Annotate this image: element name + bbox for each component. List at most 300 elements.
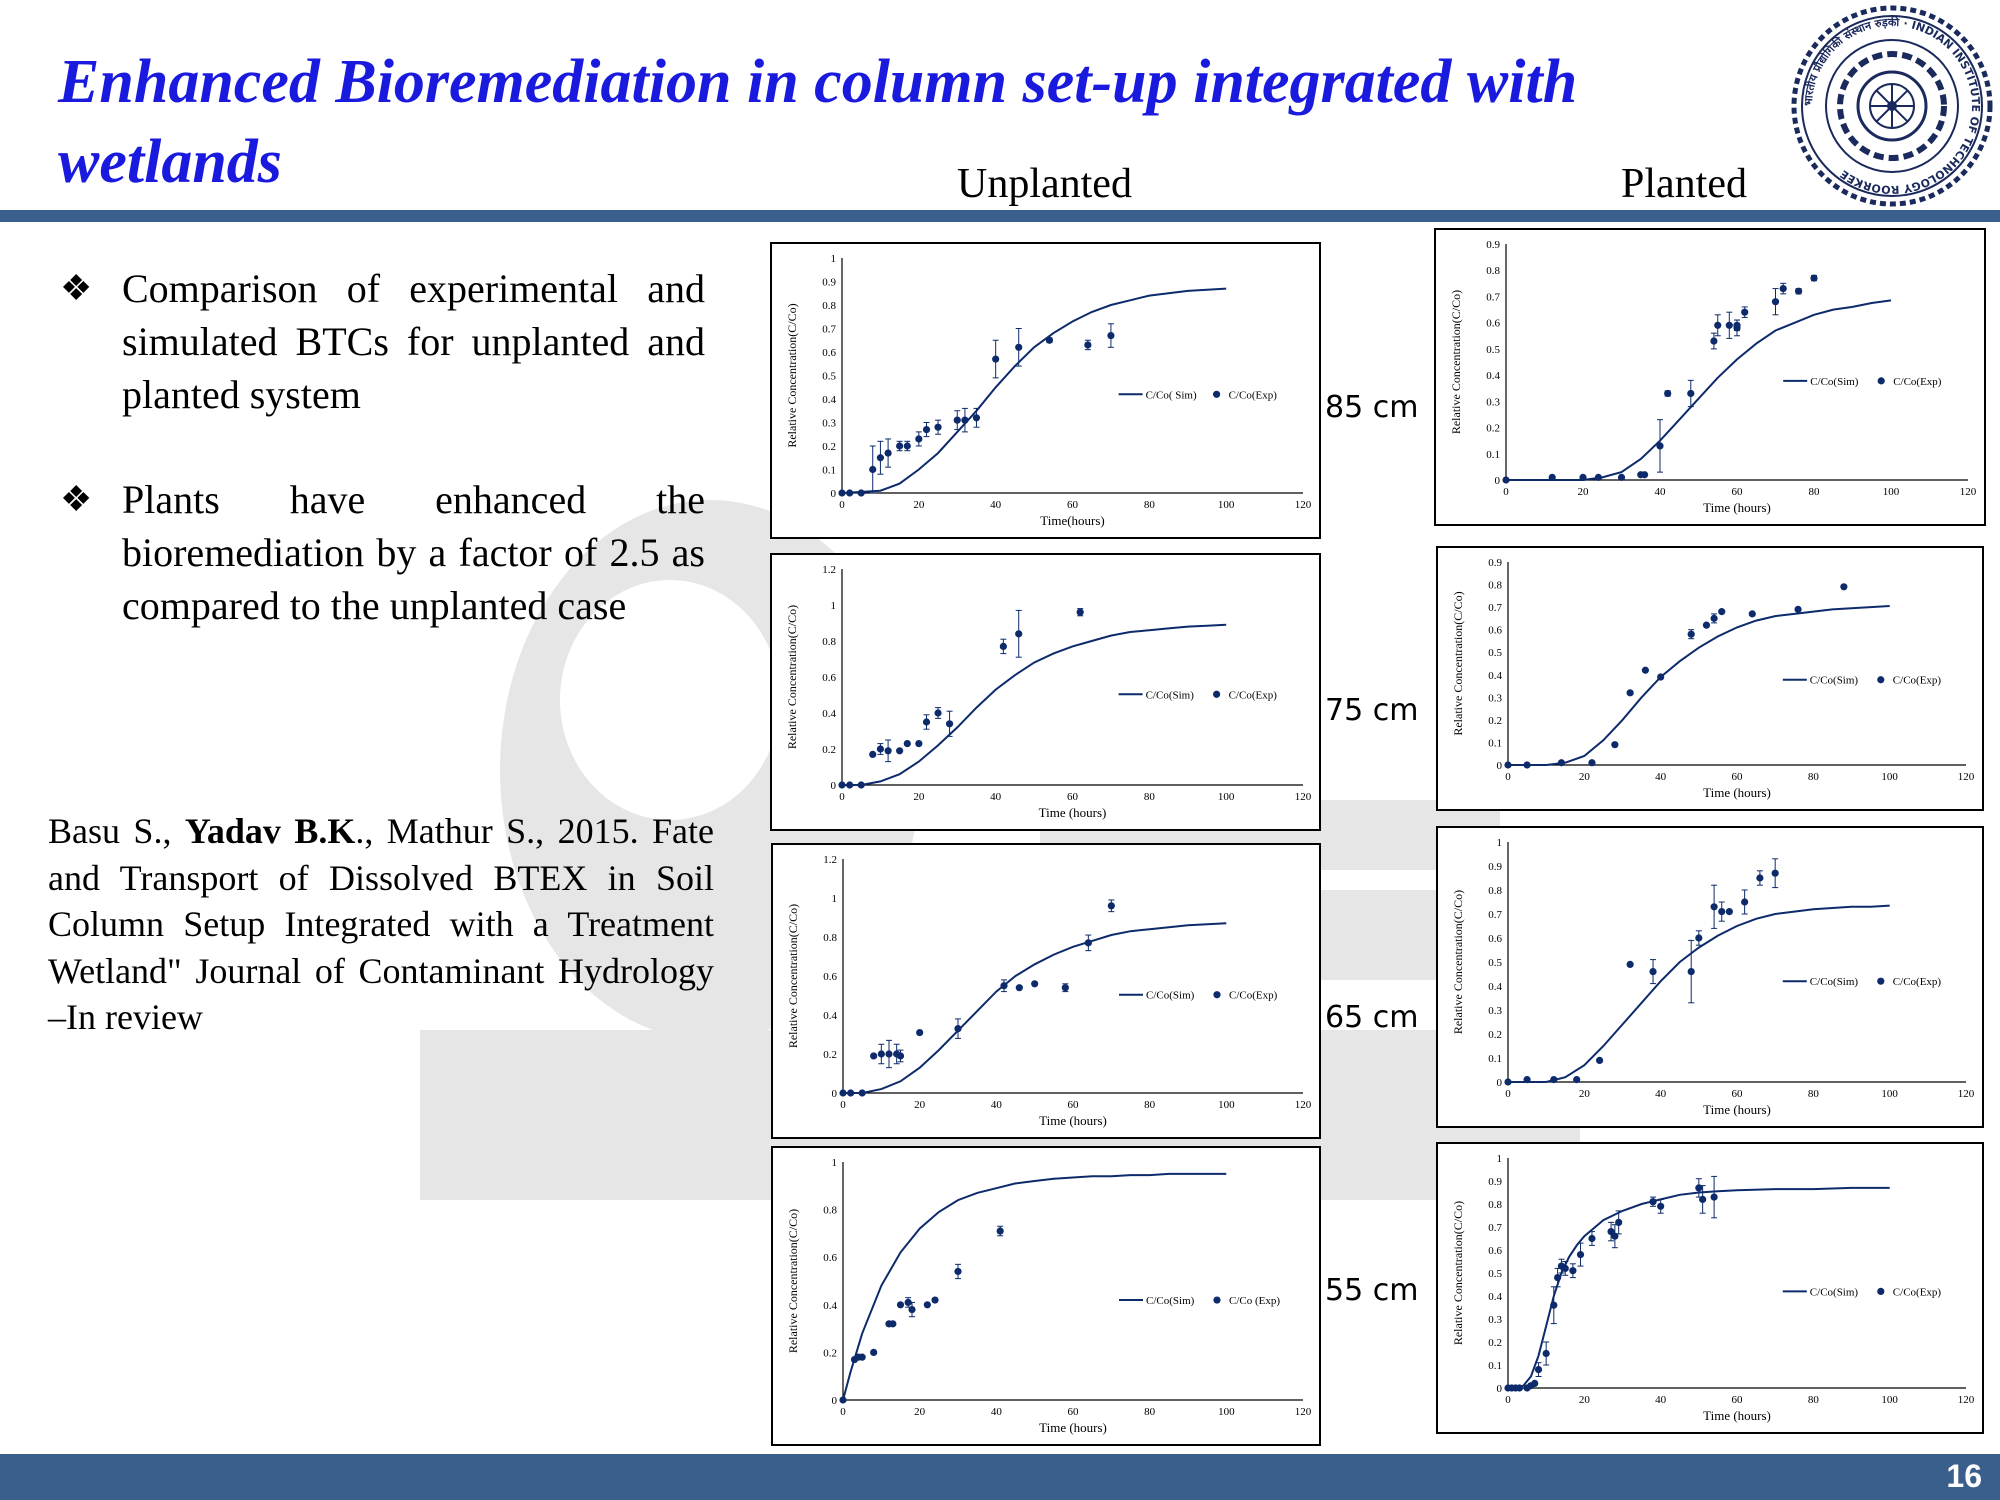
chart-unplanted-85 <box>772 244 1319 537</box>
x-tick-label: 20 <box>1578 771 1590 783</box>
exp-point <box>870 1052 877 1059</box>
exp-point <box>1000 643 1007 650</box>
exp-point <box>1733 324 1740 331</box>
x-tick-label: 80 <box>1807 771 1819 783</box>
legend-label-sim: C/Co(Sim) <box>1809 674 1859 687</box>
chart-unplanted-55 <box>773 1148 1319 1444</box>
x-tick-label: 20 <box>1578 1088 1590 1100</box>
chart-unplanted-75 <box>772 555 1319 829</box>
y-tick-label: 0 <box>1494 475 1500 487</box>
x-tick-label: 100 <box>1881 1088 1898 1100</box>
reference-citation <box>48 808 714 1041</box>
exp-point <box>1687 390 1694 397</box>
x-tick-label: 0 <box>1505 771 1511 783</box>
exp-point <box>896 747 903 754</box>
y-tick-label: 0.5 <box>1488 1268 1502 1280</box>
exp-point <box>1562 1265 1569 1272</box>
reference-details: ., Mathur S., 2015. Fate and Transport of Dissolved BTEX in Soil Column Setup Integrated with a Treatment Wetland" Journal of Contaminant Hydrology –In review <box>48 811 715 1037</box>
y-axis-label: Relative Concentration(C/Co) <box>786 903 800 1049</box>
chart-unplanted-65 <box>773 845 1319 1137</box>
y-tick-label: 1 <box>830 600 836 612</box>
x-tick-label: 40 <box>1655 1394 1667 1406</box>
x-axis-label: Time (hours) <box>1703 785 1771 800</box>
exp-point <box>916 1029 923 1036</box>
exp-point <box>877 745 884 752</box>
legend-label-exp: C/Co (Exp) <box>1229 1295 1281 1308</box>
exp-point <box>870 1349 877 1356</box>
x-tick-label: 0 <box>1503 486 1509 498</box>
y-tick-label: 0.2 <box>822 744 836 756</box>
x-tick-label: 120 <box>1957 771 1975 783</box>
legend-label-exp: C/Co(Exp) <box>1892 674 1942 687</box>
y-tick-label: 0.3 <box>1488 1314 1502 1326</box>
exp-point <box>934 709 941 716</box>
y-tick-label: 0.1 <box>822 464 836 477</box>
exp-point <box>1711 903 1718 910</box>
legend-label-sim: C/Co(Sim) <box>1146 1295 1195 1308</box>
exp-point <box>1642 667 1649 674</box>
legend-label-exp: C/Co(Exp) <box>1892 1286 1942 1299</box>
y-tick-label: 0.1 <box>1488 1053 1502 1065</box>
exp-point <box>885 449 892 456</box>
exp-point <box>915 435 922 442</box>
y-tick-label: 0.5 <box>1486 343 1500 356</box>
exp-point <box>897 1301 904 1308</box>
exp-point <box>915 740 922 747</box>
legend-label-sim: C/Co(Sim) <box>1809 976 1859 989</box>
x-axis-label: Time (hours) <box>1039 1420 1107 1435</box>
exp-point <box>1749 610 1756 617</box>
y-tick-label: 1.2 <box>823 854 837 866</box>
y-tick-label: 0 <box>1496 1383 1502 1395</box>
legend-label-sim: C/Co( Sim) <box>1145 389 1197 402</box>
chart-planted-75 <box>1438 548 1982 809</box>
x-tick-label: 120 <box>1294 791 1312 803</box>
exp-point <box>1772 870 1779 877</box>
exp-point <box>1504 1078 1511 1085</box>
legend-label-exp: C/Co(Exp) <box>1892 976 1942 989</box>
y-axis-label: Relative Concentration(C/Co) <box>1451 591 1465 736</box>
exp-point <box>877 454 884 461</box>
bullet-list <box>60 262 705 684</box>
exp-point <box>1577 1251 1584 1258</box>
exp-point <box>1741 309 1748 316</box>
y-tick-label: 0.2 <box>823 1347 837 1360</box>
x-tick-label: 20 <box>1577 486 1589 498</box>
y-tick-label: 0.2 <box>1488 1337 1502 1349</box>
x-tick-label: 20 <box>914 1099 926 1111</box>
exp-point <box>908 1306 915 1313</box>
x-axis-label: Time (hours) <box>1703 1408 1771 1423</box>
y-tick-label: 0.7 <box>822 323 836 336</box>
chart-panel-planted-55 <box>1436 1142 1984 1434</box>
footer-bar <box>0 1454 2000 1500</box>
exp-point <box>889 1320 896 1327</box>
exp-point <box>1588 759 1595 766</box>
x-axis-label: Time (hours) <box>1703 1102 1771 1117</box>
x-tick-label: 40 <box>1654 486 1666 498</box>
exp-point <box>858 781 865 788</box>
x-tick-label: 100 <box>1881 771 1898 783</box>
y-tick-label: 0.2 <box>1486 422 1500 435</box>
exp-point <box>859 1354 866 1361</box>
exp-point <box>1554 1274 1561 1281</box>
exp-point <box>1656 442 1663 449</box>
exp-point <box>1502 476 1509 483</box>
chart-panel-unplanted-65 <box>771 843 1321 1139</box>
y-tick-label: 0.8 <box>1488 1199 1502 1211</box>
exp-point <box>1588 1235 1595 1242</box>
exp-point <box>934 424 941 431</box>
x-tick-label: 120 <box>1957 1394 1975 1406</box>
legend-label-sim: C/Co(Sim) <box>1810 375 1859 388</box>
exp-point <box>1726 322 1733 329</box>
x-axis-label: Time (hours) <box>1039 1113 1107 1128</box>
x-tick-label: 40 <box>990 1406 1002 1418</box>
exp-point <box>1531 1380 1538 1387</box>
exp-point <box>1703 622 1710 629</box>
bullet-text: Plants have enhanced the bioremediation by a factor of 2.5 as compared to the unplanted case <box>122 477 705 628</box>
y-tick-label: 0.3 <box>1488 692 1502 705</box>
y-tick-label: 0.3 <box>1486 396 1500 409</box>
exp-point <box>1550 1076 1557 1083</box>
exp-point <box>1718 608 1725 615</box>
exp-point <box>838 781 845 788</box>
y-tick-label: 0.4 <box>1488 981 1502 993</box>
x-tick-label: 120 <box>1959 486 1977 498</box>
chart-panel-unplanted-55 <box>771 1146 1321 1446</box>
exp-point <box>1699 1196 1706 1203</box>
y-tick-label: 0.1 <box>1486 448 1500 461</box>
column-heading-unplanted: Unplanted <box>957 161 1132 207</box>
x-tick-label: 80 <box>1144 1099 1156 1111</box>
exp-point <box>1714 322 1721 329</box>
x-tick-label: 80 <box>1143 499 1155 511</box>
legend-label-exp: C/Co(Exp) <box>1228 689 1277 702</box>
legend-swatch-exp <box>1877 1288 1884 1295</box>
x-axis-label: Time(hours) <box>1040 513 1105 528</box>
exp-point <box>1688 968 1695 975</box>
legend-label-exp: C/Co(Exp) <box>1229 989 1278 1002</box>
y-tick-label: 0.1 <box>1488 737 1502 750</box>
y-tick-label: 0.8 <box>1488 579 1502 592</box>
y-tick-label: 0.7 <box>1486 291 1500 304</box>
y-tick-label: 1 <box>1496 837 1502 849</box>
y-tick-label: 0 <box>1496 760 1502 772</box>
chart-panel-planted-85 <box>1434 228 1986 526</box>
exp-point <box>904 442 911 449</box>
x-axis-label: Time (hours) <box>1703 500 1771 515</box>
y-tick-label: 0.5 <box>1488 957 1502 969</box>
y-tick-label: 0.1 <box>1488 1360 1502 1372</box>
y-tick-label: 1.2 <box>822 564 836 576</box>
exp-point <box>1549 474 1556 481</box>
y-tick-label: 0.6 <box>1488 624 1502 637</box>
exp-point <box>838 489 845 496</box>
exp-point <box>885 1050 892 1057</box>
exp-point <box>1535 1366 1542 1373</box>
y-tick-label: 0 <box>830 780 836 792</box>
x-tick-label: 120 <box>1957 1088 1975 1100</box>
x-tick-label: 100 <box>1218 1406 1235 1418</box>
exp-point <box>1710 337 1717 344</box>
x-tick-label: 20 <box>1578 1394 1590 1406</box>
exp-point <box>859 1089 866 1096</box>
y-tick-label: 0 <box>831 1088 837 1100</box>
exp-point <box>1516 1384 1523 1391</box>
y-tick-label: 1 <box>831 893 837 905</box>
exp-point <box>897 1052 904 1059</box>
exp-point <box>896 442 903 449</box>
reference-highlight-author: Yadav B.K <box>184 811 356 851</box>
exp-point <box>1611 741 1618 748</box>
y-tick-label: 0.4 <box>822 394 836 406</box>
y-tick-label: 0.6 <box>1488 933 1502 945</box>
exp-point <box>1657 673 1664 680</box>
x-tick-label: 60 <box>1731 771 1743 783</box>
exp-point <box>1711 615 1718 622</box>
exp-point <box>1627 961 1634 968</box>
exp-point <box>1579 474 1586 481</box>
exp-point <box>1062 984 1069 991</box>
exp-point <box>954 1268 961 1275</box>
title-divider <box>0 210 2000 222</box>
x-tick-label: 60 <box>1067 499 1078 511</box>
y-axis-label: Relative Concentration(C/Co) <box>1449 289 1463 435</box>
y-tick-label: 0.2 <box>1488 1029 1502 1041</box>
x-tick-label: 80 <box>1808 486 1820 498</box>
bullet-item <box>60 262 705 421</box>
exp-point <box>1046 337 1053 344</box>
exp-point <box>1711 1194 1718 1201</box>
legend-label-sim: C/Co(Sim) <box>1146 989 1195 1002</box>
exp-point <box>869 751 876 758</box>
x-tick-label: 100 <box>1218 1099 1235 1111</box>
exp-point <box>904 740 911 747</box>
exp-point <box>961 417 968 424</box>
exp-point <box>1726 908 1733 915</box>
chart-panel-unplanted-85 <box>770 242 1321 539</box>
exp-point <box>1695 934 1702 941</box>
y-tick-label: 0.8 <box>823 932 837 944</box>
exp-point <box>1772 298 1779 305</box>
y-axis-label: Relative Concentration(C/Co) <box>786 1208 800 1354</box>
y-tick-label: 0 <box>831 1395 837 1407</box>
sim-curve <box>843 923 1226 1093</box>
y-tick-label: 0.8 <box>822 636 836 648</box>
y-tick-label: 1 <box>1496 1153 1502 1165</box>
y-tick-label: 0.9 <box>1488 557 1502 569</box>
y-tick-label: 0.9 <box>822 276 836 289</box>
x-tick-label: 0 <box>839 499 845 511</box>
y-tick-label: 0.6 <box>1488 1245 1502 1257</box>
legend-label-sim: C/Co(Sim) <box>1145 689 1194 702</box>
exp-point <box>1657 1203 1664 1210</box>
column-heading-planted: Planted <box>1621 161 1747 207</box>
y-tick-label: 0.6 <box>822 347 836 359</box>
exp-point <box>1031 980 1038 987</box>
y-tick-label: 0.4 <box>823 1299 837 1312</box>
exp-point <box>1756 874 1763 881</box>
x-tick-label: 60 <box>1067 1099 1079 1111</box>
y-tick-label: 0.5 <box>1488 647 1502 660</box>
exp-point <box>1543 1350 1550 1357</box>
x-tick-label: 60 <box>1731 486 1743 498</box>
bullet-item <box>60 473 705 632</box>
exp-point <box>1107 332 1114 339</box>
y-axis-label: Relative Concentration(C/Co) <box>1451 1200 1465 1346</box>
legend-swatch-exp <box>1877 676 1884 683</box>
exp-point <box>839 1089 846 1096</box>
x-tick-label: 0 <box>840 1099 846 1111</box>
depth-label-65: 65 cm <box>1325 1000 1419 1035</box>
page-number: 16 <box>1946 1458 1982 1494</box>
exp-point <box>954 417 961 424</box>
x-tick-label: 20 <box>914 1406 926 1418</box>
x-tick-label: 20 <box>913 791 925 803</box>
legend-swatch-exp <box>1877 978 1884 985</box>
y-tick-label: 0.9 <box>1486 239 1500 251</box>
y-tick-label: 0.4 <box>1488 1291 1502 1303</box>
y-tick-label: 0.4 <box>822 708 836 720</box>
legend-label-exp: C/Co(Exp) <box>1228 389 1277 402</box>
x-tick-label: 0 <box>1505 1394 1511 1406</box>
chart-planted-65 <box>1438 828 1982 1126</box>
exp-point <box>997 1227 1004 1234</box>
legend-label-sim: C/Co(Sim) <box>1809 1286 1859 1299</box>
exp-point <box>931 1296 938 1303</box>
x-tick-label: 120 <box>1294 1406 1312 1418</box>
y-tick-label: 0 <box>1496 1077 1502 1089</box>
exp-point <box>1550 1302 1557 1309</box>
legend-label-exp: C/Co(Exp) <box>1893 375 1942 388</box>
exp-point <box>1840 583 1847 590</box>
exp-point <box>1016 984 1023 991</box>
exp-point <box>1108 902 1115 909</box>
y-tick-label: 1 <box>830 253 836 265</box>
exp-point <box>1558 759 1565 766</box>
x-tick-label: 40 <box>990 791 1002 803</box>
x-tick-label: 100 <box>1217 499 1235 511</box>
exp-point <box>1649 1198 1656 1205</box>
y-tick-label: 0.6 <box>823 1252 837 1265</box>
x-tick-label: 60 <box>1067 1406 1079 1418</box>
x-tick-label: 0 <box>839 791 845 803</box>
exp-point <box>1569 1267 1576 1274</box>
exp-point <box>1641 471 1648 478</box>
y-tick-label: 0.7 <box>1488 1222 1502 1234</box>
y-tick-label: 0.6 <box>822 672 836 684</box>
y-tick-label: 0.2 <box>822 441 836 453</box>
exp-point <box>1618 474 1625 481</box>
x-tick-label: 0 <box>840 1406 846 1418</box>
x-tick-label: 40 <box>990 1099 1002 1111</box>
exp-point <box>846 781 853 788</box>
y-tick-label: 0.9 <box>1488 1176 1502 1188</box>
chart-planted-55 <box>1438 1144 1982 1432</box>
exp-point <box>924 1301 931 1308</box>
x-tick-label: 40 <box>1655 1088 1667 1100</box>
exp-point <box>847 1089 854 1096</box>
depth-label-85: 85 cm <box>1325 390 1419 425</box>
exp-point <box>885 747 892 754</box>
x-tick-label: 40 <box>990 499 1002 511</box>
sim-curve <box>843 1174 1226 1400</box>
x-tick-label: 0 <box>1505 1088 1511 1100</box>
exp-point <box>946 720 953 727</box>
x-tick-label: 100 <box>1881 1394 1898 1406</box>
exp-point <box>1523 761 1530 768</box>
x-tick-label: 40 <box>1655 771 1667 783</box>
y-tick-label: 0.8 <box>1488 885 1502 897</box>
bullet-text: Comparison of experimental and simulated BTCs for unplanted and planted system <box>122 266 705 417</box>
y-axis-label: Relative Concentration(C/Co) <box>1451 889 1465 1035</box>
y-tick-label: 0.6 <box>1486 317 1500 330</box>
exp-point <box>1688 631 1695 638</box>
y-tick-label: 0.2 <box>823 1049 837 1061</box>
exp-point <box>846 489 853 496</box>
sim-curve <box>1506 300 1891 480</box>
diamond-bullet-icon: ❖ <box>60 479 93 519</box>
depth-label-75: 75 cm <box>1325 693 1419 728</box>
exp-point <box>1015 344 1022 351</box>
exp-point <box>973 414 980 421</box>
exp-point <box>1649 968 1656 975</box>
chart-panel-unplanted-75 <box>770 553 1321 831</box>
exp-point <box>1573 1076 1580 1083</box>
y-tick-label: 0.4 <box>1486 370 1500 383</box>
y-tick-label: 0.6 <box>823 971 837 983</box>
legend-swatch-exp <box>1213 991 1220 998</box>
exp-point <box>878 1050 885 1057</box>
slide-title: Enhanced Bioremediation in column set-up integrated with wetlands <box>58 48 1578 196</box>
y-tick-label: 0.8 <box>1486 265 1500 278</box>
exp-point <box>1741 898 1748 905</box>
exp-point <box>1000 982 1007 989</box>
x-tick-label: 80 <box>1807 1088 1819 1100</box>
x-axis-label: Time (hours) <box>1038 805 1107 820</box>
y-tick-label: 1 <box>831 1157 837 1169</box>
exp-point <box>1595 474 1602 481</box>
y-axis-label: Relative Concentration(C/Co) <box>785 303 799 448</box>
chart-panel-planted-65 <box>1436 826 1984 1128</box>
x-tick-label: 60 <box>1067 791 1078 803</box>
chart-planted-85 <box>1436 230 1984 524</box>
y-tick-label: 0.9 <box>1488 861 1502 873</box>
institute-logo <box>1790 4 1994 208</box>
x-tick-label: 80 <box>1807 1394 1819 1406</box>
exp-point <box>1627 689 1634 696</box>
y-tick-label: 0.2 <box>1488 714 1502 727</box>
x-tick-label: 100 <box>1217 791 1235 803</box>
exp-point <box>954 1025 961 1032</box>
sim-curve <box>842 625 1226 785</box>
exp-point <box>858 489 865 496</box>
exp-point <box>1084 341 1091 348</box>
y-axis-label: Relative Concentration(C/Co) <box>785 604 799 750</box>
exp-point <box>1504 761 1511 768</box>
exp-point <box>923 426 930 433</box>
y-tick-label: 0.3 <box>1488 1005 1502 1017</box>
exp-point <box>1718 908 1725 915</box>
exp-point <box>1523 1076 1530 1083</box>
exp-point <box>923 718 930 725</box>
y-tick-label: 0.7 <box>1488 602 1502 615</box>
x-tick-label: 80 <box>1143 791 1155 803</box>
y-tick-label: 0.7 <box>1488 909 1502 921</box>
legend-swatch-exp <box>1213 1296 1220 1303</box>
legend-swatch-exp <box>1213 391 1220 398</box>
